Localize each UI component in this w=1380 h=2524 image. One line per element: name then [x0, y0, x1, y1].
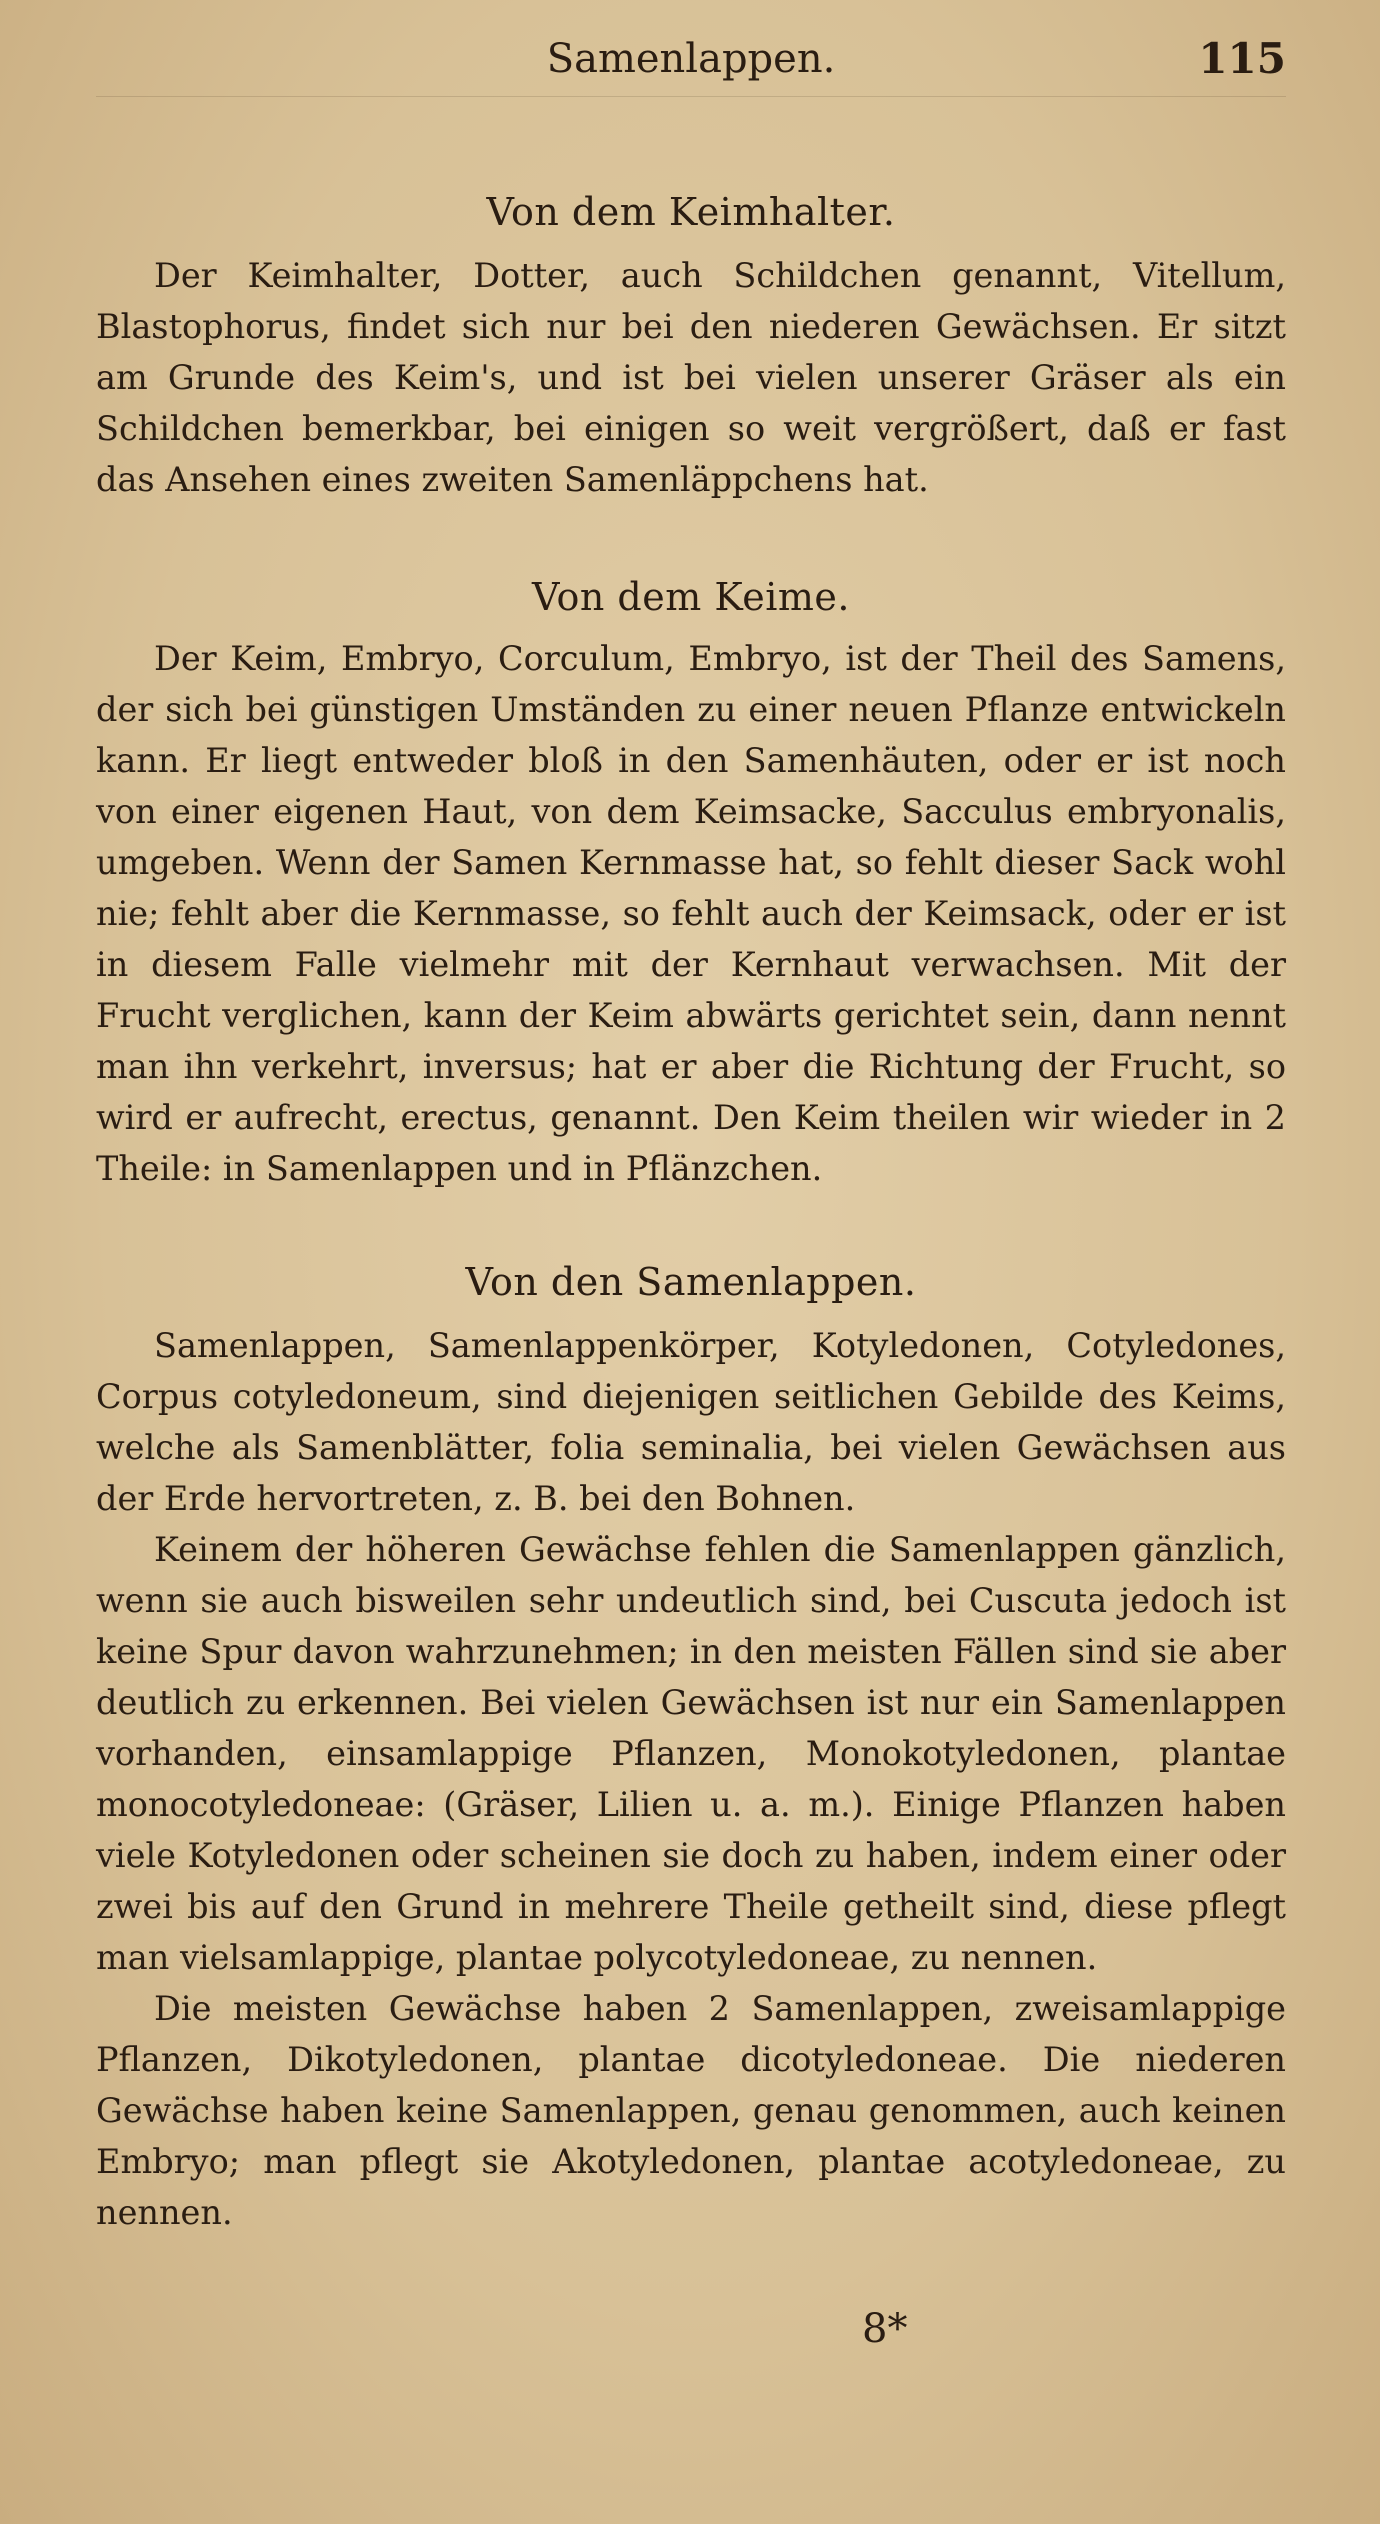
section-samenlappen [96, 1260, 1286, 2238]
section-keime [96, 575, 1286, 1194]
section-heading: Von den Samenlappen. [465, 1260, 917, 1304]
book-page [96, 30, 1286, 2238]
running-title: Samenlappen. [546, 36, 836, 82]
paragraph: Die meisten Gewächse haben 2 Samenlappen, zweisamlappige Pflanzen, Dikotyledonen, plantae dicotyledoneae. Die niederen Gewächse haben keine Samenlappen, genau genommen, auch keinen Embryo; man pflegt sie Akotyledonen, plantae acotyledoneae, zu nennen. [96, 1989, 1286, 2232]
section-keimhalter [96, 190, 1286, 505]
paragraph: Der Keim, Embryo, Corculum, Embryo, ist der Theil des Samens, der sich bei günstigen Umständen zu einer neuen Pflanze entwickeln kann. Er liegt entweder bloß in den Samenhäuten, oder er ist noch von einer eigenen Haut, von dem Keimsacke, Sacculus embryonalis, umgeben. Wenn der Samen Kernmasse hat, so fehlt dieser Sack wohl nie; fehlt aber die Kernmasse, so fehlt auch der Keimsack, oder er ist in diesem Falle vielmehr mit der Kernhaut verwachsen. Mit der Frucht verglichen, kann der Keim abwärts gerichtet sein, dann nennt man ihn verkehrt, inversus; hat er aber die Richtung der Frucht, so wird er aufrecht, erectus, genannt. Den Keim theilen wir wieder in 2 Theile: in Samenlappen und in Pflänzchen. [96, 639, 1286, 1188]
paragraph: Der Keimhalter, Dotter, auch Schildchen genannt, Vitellum, Blastophorus, findet sich nur bei den niederen Gewächsen. Er sitzt am Grunde des Keim's, und ist bei vielen unserer Gräser als ein Schildchen bemerkbar, bei einigen so weit vergrößert, daß er fast das Ansehen eines zweiten Samenläppchens hat. [96, 256, 1286, 499]
signature-mark: 8* [862, 2306, 908, 2352]
paragraph: Keinem der höheren Gewächse fehlen die Samenlappen gänzlich, wenn sie auch bisweilen sehr undeutlich sind, bei Cuscuta jedoch ist keine Spur davon wahrzunehmen; in den meisten Fällen sind sie aber deutlich zu erkennen. Bei vielen Gewächsen ist nur ein Samenlappen vorhanden, einsamlappige Pflanzen, Monokotyledonen, plantae monocotyledoneae: (Gräser, Lilien u. a. m.). Einige Pflanzen haben viele Kotyledonen oder scheinen sie doch zu haben, indem einer oder zwei bis auf den Grund in mehrere Theile getheilt sind, diese pflegt man vielsamlappige, plantae polycotyledoneae, zu nennen. [96, 1530, 1286, 1977]
section-heading: Von dem Keime. [532, 575, 850, 619]
header-rule [96, 96, 1286, 97]
section-heading: Von dem Keimhalter. [486, 190, 896, 234]
paragraph: Samenlappen, Samenlappenkörper, Kotyledonen, Cotyledones, Corpus cotyledoneum, sind diejenigen seitlichen Gebilde des Keims, welche als Samenblätter, folia seminalia, bei vielen Gewächsen aus der Erde hervortreten, z. B. bei den Bohnen. [96, 1326, 1286, 1518]
page-number: 115 [1198, 34, 1286, 83]
running-header [96, 30, 1286, 100]
